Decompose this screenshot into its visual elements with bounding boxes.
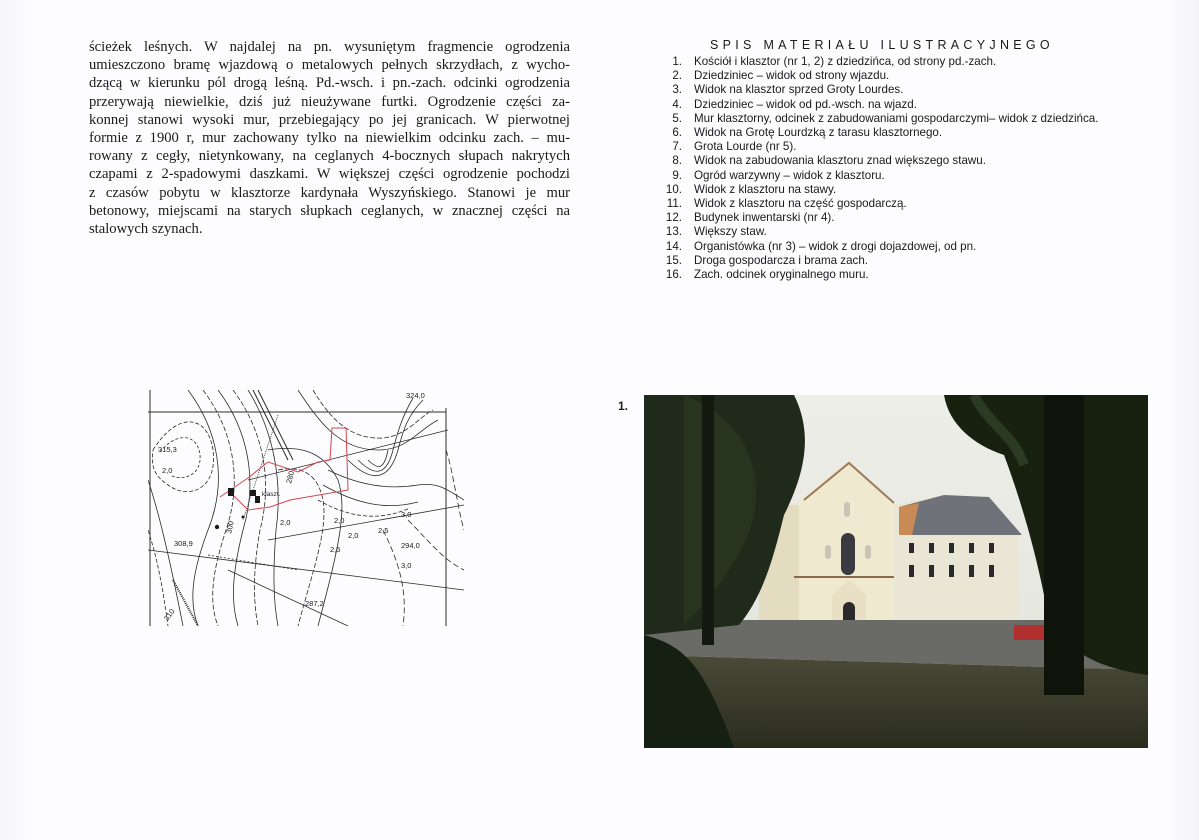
contour-label: 300 — [224, 520, 236, 535]
body-line: rowany z cegły, nietynkowany, na ceglanych 4-bocznych słupach nakrytych — [89, 148, 570, 165]
list-item — [660, 225, 1100, 239]
item-number: 8. — [672, 154, 682, 168]
item-number: 7. — [672, 140, 682, 154]
item-number: 14. — [665, 239, 682, 253]
topographic-map — [148, 390, 464, 626]
list-item — [660, 83, 1100, 97]
item-number: 1. — [672, 55, 682, 68]
item-number: 12. — [665, 211, 682, 225]
body-line: przerywają niewielkie, dziś już nieużywane furtki. Ogrodzenie części za- — [89, 93, 570, 110]
item-number: 5. — [672, 111, 682, 125]
item-text: Droga gospodarcza i brama zach. — [694, 253, 868, 267]
body-line: z czasów pobytu w klasztorze kardynała Wyszyńskiego. Stanowi je mur — [89, 184, 570, 201]
list-item — [660, 98, 1100, 112]
depth-label: 2,5 — [378, 526, 389, 535]
depth-label: 2,0 — [348, 531, 359, 540]
depth-label: 3,0 — [401, 510, 412, 519]
list-item — [660, 140, 1100, 154]
item-number: 4. — [672, 97, 682, 111]
body-line: formie z 1900 r, mur zachowany tylko na niewielkim odcinku zach. – mu- — [89, 130, 570, 147]
body-line: ścieżek leśnych. W najdalej na pn. wysuniętym fragmencie ogrodzenia — [89, 39, 570, 55]
item-text: Organistówka (nr 3) – widok z drogi dojazdowej, od pn. — [694, 239, 977, 253]
item-number: 15. — [665, 253, 682, 267]
item-number: 16. — [665, 268, 682, 282]
item-text: Dziedziniec – widok od pd.-wsch. na wjazd. — [694, 97, 917, 111]
item-text: Budynek inwentarski (nr 4). — [694, 211, 835, 225]
figure-number: 1. — [618, 399, 629, 413]
monastery-label: klaszt. — [262, 491, 281, 498]
depth-label: 2,5 — [330, 545, 341, 554]
list-item — [660, 240, 1100, 254]
list-item — [660, 154, 1100, 168]
body-line: stalowych szynach. — [89, 221, 203, 238]
list-item — [660, 268, 1100, 282]
item-text: Widok z klasztoru na część gospodarczą. — [694, 197, 907, 211]
list-item — [660, 197, 1100, 211]
list-item — [660, 126, 1100, 140]
list-item — [660, 69, 1100, 83]
list-item — [660, 211, 1100, 225]
body-line: czapami z 2-spadowymi daszkami. W większej części ogrodzenie pochodzi — [89, 166, 570, 183]
item-text: Widok z klasztoru na stawy. — [694, 182, 837, 196]
item-text: Ogród warzywny – widok z klasztoru. — [694, 168, 885, 182]
spot-height-label: 315,3 — [158, 445, 177, 454]
body-line: betonowy, miejscami na starych słupkach ceglanych, w znacznej części na — [89, 202, 570, 219]
item-text: Większy staw. — [694, 225, 767, 239]
item-number: 13. — [665, 225, 682, 239]
contour-label: 310 — [161, 607, 177, 623]
photo-image — [644, 395, 1148, 748]
item-text: Dziedziniec – widok od strony wjazdu. — [694, 69, 890, 83]
item-text: Grota Lourde (nr 5). — [694, 140, 797, 154]
item-number: 2. — [672, 69, 682, 83]
depth-label: 2,0 — [280, 518, 291, 527]
item-number: 11. — [666, 197, 682, 211]
spot-height-label: 294,0 — [401, 541, 420, 550]
item-text: Mur klasztorny, odcinek z zabudowaniami gospodarczymi– widok z dziedzińca. — [694, 111, 1099, 125]
illustrations-list — [660, 55, 1100, 282]
item-text: Widok na zabudowania klasztoru znad większego stawu. — [694, 154, 986, 168]
item-number: 3. — [672, 83, 682, 97]
list-item — [660, 55, 1100, 69]
item-text: Widok na klasztor sprzed Groty Lourdes. — [694, 83, 904, 97]
body-paragraph — [89, 38, 570, 238]
church-monastery-photo — [644, 395, 1148, 748]
item-text: Zach. odcinek oryginalnego muru. — [694, 268, 869, 282]
list-item — [660, 112, 1100, 126]
spot-height-label: 308,9 — [174, 539, 193, 548]
depth-label: 3,0 — [401, 561, 412, 570]
spot-height-label: 324,0 — [406, 391, 425, 400]
item-number: 6. — [672, 126, 682, 140]
contour-map-image — [148, 390, 464, 626]
illustrations-title: SPIS MATERIAŁU ILUSTRACYJNEGO — [710, 38, 1054, 52]
list-item — [660, 183, 1100, 197]
contour-label: 280 — [284, 469, 297, 485]
list-item — [660, 169, 1100, 183]
depth-label: 2,0 — [162, 466, 173, 475]
body-line: konnej stanowi wysoki mur, przebiegający po jej granicach. W pierwotnej — [89, 111, 570, 128]
body-line: umieszczono bramę wjazdową o metalowych pełnych skrzydłach, z wycho- — [89, 57, 570, 74]
list-item — [660, 254, 1100, 268]
item-text: Kościół i klasztor (nr 1, 2) z dziedzińca, od strony pd.-zach. — [694, 55, 997, 68]
item-number: 10. — [665, 182, 682, 196]
depth-label: 2,0 — [334, 516, 345, 525]
item-number: 9. — [672, 168, 682, 182]
item-text: Widok na Grotę Lourdzką z tarasu klasztornego. — [694, 126, 943, 140]
spot-height-label: 287,2 — [305, 599, 324, 608]
body-line: dzącą w kierunku pól drogą leśną. Pd.-wsch. i pn.-zach. odcinki ogrodzenia — [89, 75, 570, 92]
